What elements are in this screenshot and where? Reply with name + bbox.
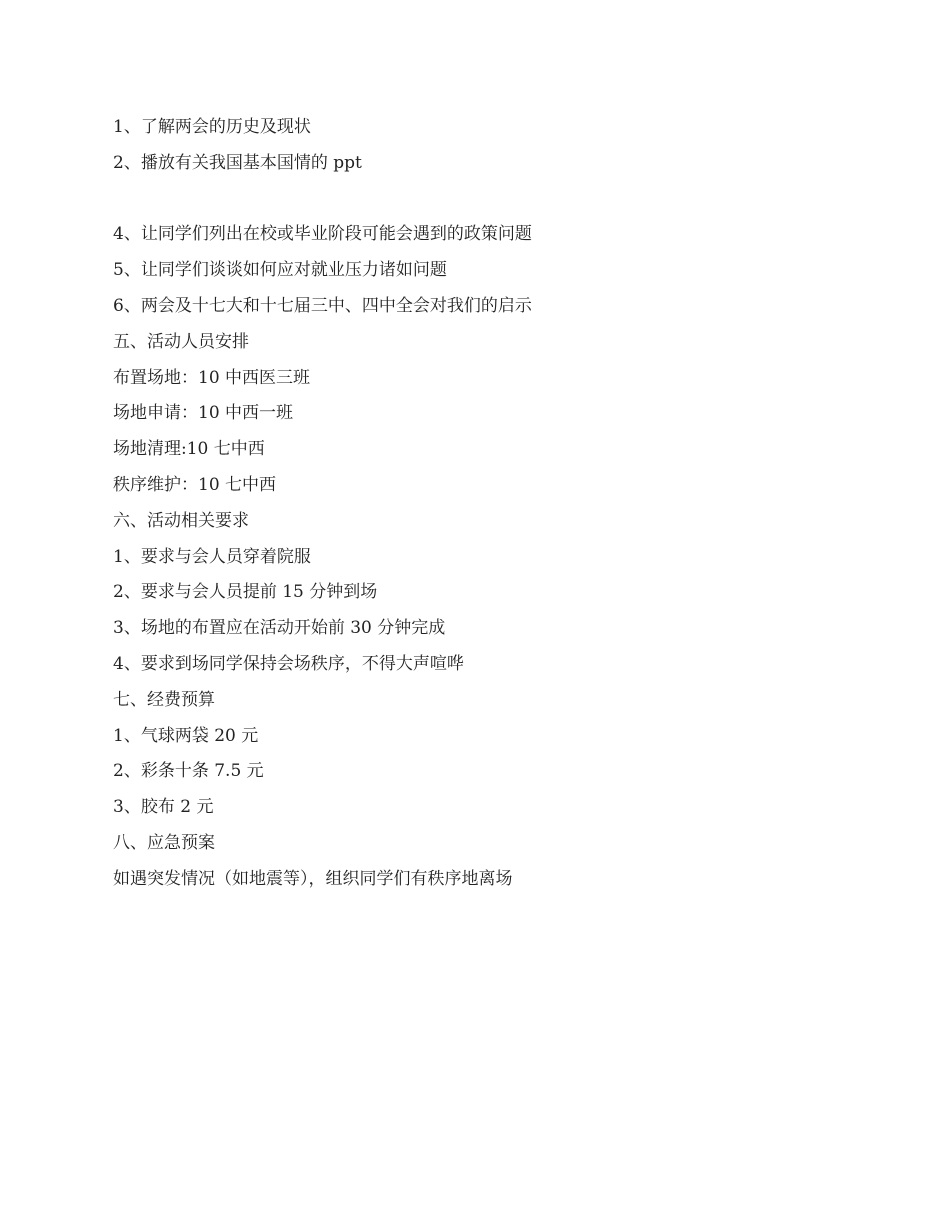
document-body	[113, 110, 873, 898]
text-line: 2、要求与会人员提前 15 分钟到场	[113, 582, 378, 603]
text-line: 场地清理:10 七中西	[113, 439, 265, 460]
blank-line	[113, 182, 873, 218]
text-line: 布置场地：10 中西医三班	[113, 367, 311, 388]
text-line: 6、两会及十七大和十七届三中、四中全会对我们的启示	[113, 295, 532, 316]
text-line: 2、播放有关我国基本国情的 ppt	[113, 152, 362, 173]
section-heading: 六、活动相关要求	[113, 510, 249, 531]
text-line: 秩序维护：10 七中西	[113, 474, 277, 495]
section-heading: 五、活动人员安排	[113, 331, 249, 352]
text-line: 1、要求与会人员穿着院服	[113, 546, 311, 567]
text-line: 5、让同学们谈谈如何应对就业压力诸如问题	[113, 260, 447, 281]
text-line: 1、了解两会的历史及现状	[113, 117, 311, 137]
text-line: 4、让同学们列出在校或毕业阶段可能会遇到的政策问题	[113, 224, 532, 245]
section-heading: 八、应急预案	[113, 832, 215, 853]
text-line: 3、场地的布置应在活动开始前 30 分钟完成	[113, 618, 446, 639]
text-line: 1、气球两袋 20 元	[113, 725, 259, 746]
text-line: 场地申请：10 中西一班	[113, 403, 294, 424]
text-line: 3、胶布 2 元	[113, 797, 214, 818]
section-heading: 七、经费预算	[113, 689, 215, 710]
text-line: 2、彩条十条 7.5 元	[113, 761, 264, 782]
text-line: 4、要求到场同学保持会场秩序，不得大声喧哗	[113, 653, 464, 674]
text-line: 如遇突发情况（如地震等），组织同学们有秩序地离场	[113, 868, 513, 889]
